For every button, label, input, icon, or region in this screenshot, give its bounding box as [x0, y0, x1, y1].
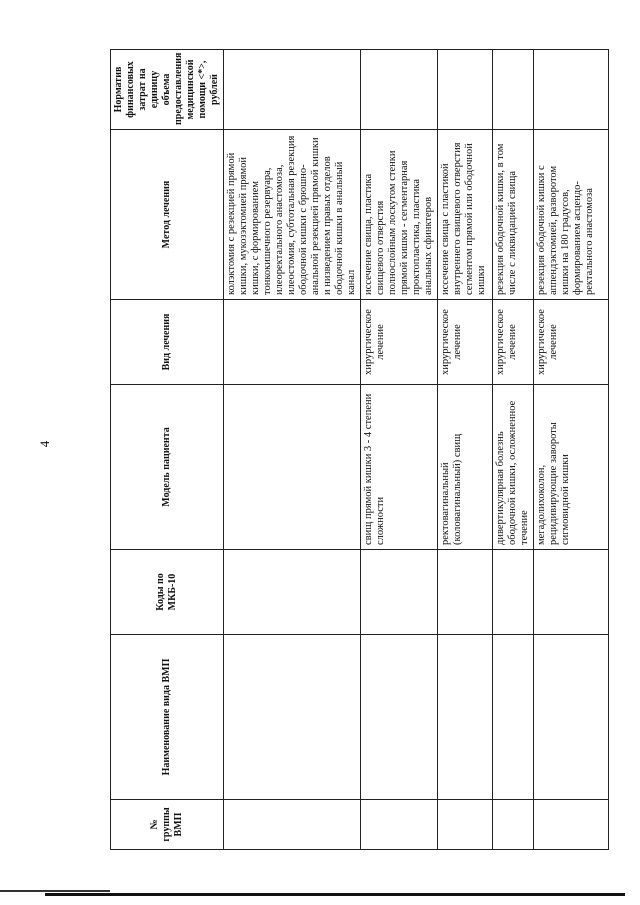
header-patient-model: Модель пациента	[111, 385, 224, 550]
cell-name	[438, 635, 493, 800]
cell-method: иссечение свища, пластика свищевого отверстия полнослойным лоскутом стенки прямой кишки - сегментарная проктопластика, пластика анальных сфинктеров	[361, 130, 438, 300]
table-row	[224, 50, 361, 850]
treatment-table	[110, 49, 609, 850]
header-treatment-type: Вид лечения	[111, 300, 224, 385]
cell-treatment: хирургическое лечение	[361, 300, 438, 385]
cell-cost	[493, 50, 534, 130]
cell-group	[493, 800, 534, 850]
header-vmp-name: Наименование вида ВМП	[111, 635, 224, 800]
cell-patient: ректовагинальный (коловагинальный) свищ	[438, 385, 493, 550]
scan-edge-line	[0, 890, 110, 892]
cell-group	[224, 800, 361, 850]
header-cost-norm: Норматив финансовых затрат на единицу объема предоставления медицинской помощи <*>, рублей	[111, 50, 224, 130]
cell-treatment	[224, 300, 361, 385]
cell-name	[493, 635, 534, 800]
page-bottom-rule	[45, 893, 625, 896]
cell-codes	[224, 550, 361, 635]
cell-patient: дивертикулярная болезнь ободочной кишки, осложненное течение	[493, 385, 534, 550]
cell-patient: мегадолихоколон, рецидивирующие завороты сигмовидной кишки	[534, 385, 609, 550]
table-row	[493, 50, 534, 850]
cell-codes	[361, 550, 438, 635]
cell-name	[534, 635, 609, 800]
cell-codes	[493, 550, 534, 635]
table-row	[534, 50, 609, 850]
cell-treatment: хирургическое лечение	[493, 300, 534, 385]
cell-codes	[534, 550, 609, 635]
table-header-row	[111, 50, 224, 850]
cell-cost	[361, 50, 438, 130]
table-row	[438, 50, 493, 850]
table-row	[361, 50, 438, 850]
cell-cost	[438, 50, 493, 130]
header-icd-codes: Коды по МКБ-10	[111, 550, 224, 635]
cell-cost	[224, 50, 361, 130]
cell-patient: свищ прямой кишки 3 - 4 степени сложности	[361, 385, 438, 550]
cell-method: колэктомия с резекцией прямой кишки, мукозэктомией прямой кишки, с формированием тонкокишечного резервуара, илеоректального анастомоза, илеостомия, субтотальная резекция ободочной кишки с брюшно-анальной резекцией прямой кишки и низведением правых отделов ободочной кишки в анальный канал	[224, 130, 361, 300]
cell-group	[361, 800, 438, 850]
cell-method: резекция ободочной кишки с аппендэктомией, разворотом кишки на 180 градусов, формированием асцендо-ректального анастомоза	[534, 130, 609, 300]
cell-patient	[224, 385, 361, 550]
cell-treatment: хирургическое лечение	[534, 300, 609, 385]
header-group-number: № группы ВМП	[111, 800, 224, 850]
cell-name	[361, 635, 438, 800]
cell-name	[224, 635, 361, 800]
cell-codes	[438, 550, 493, 635]
cell-method: резекция ободочной кишки, в том числе с ликвидацией свища	[493, 130, 534, 300]
page-number: 4	[37, 440, 52, 448]
header-treatment-method: Метод лечения	[111, 130, 224, 300]
cell-treatment: хирургическое лечение	[438, 300, 493, 385]
cell-method: иссечение свища с пластикой внутреннего свищевого отверстия сегментом прямой или ободочной кишки	[438, 130, 493, 300]
cell-cost	[534, 50, 609, 130]
cell-group	[534, 800, 609, 850]
cell-group	[438, 800, 493, 850]
rotated-table-wrapper	[110, 50, 595, 850]
